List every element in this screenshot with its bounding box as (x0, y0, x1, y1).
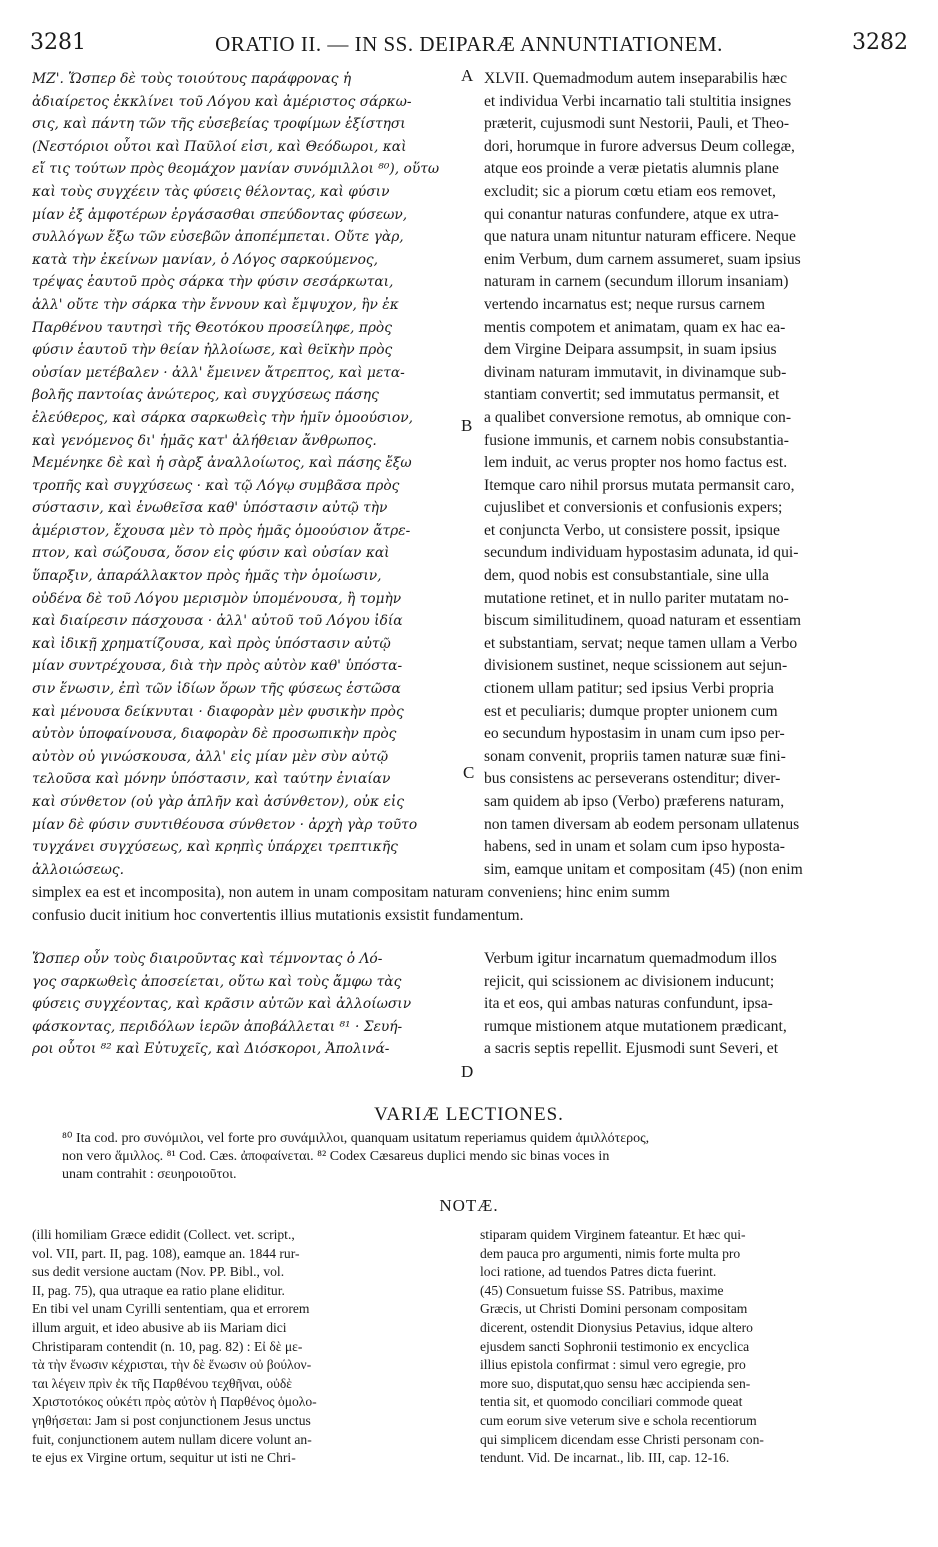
text-line: habens, sed in unam et solam cum ipso hyposta- (484, 838, 785, 856)
text-line: En tibi vel unam Cyrilli sententiam, qua et errorem (32, 1301, 310, 1317)
text-line: τελοῦσα καὶ μόνην ὑπόστασιν, καὶ ταύτην ἐνιαίαν (32, 771, 391, 788)
text-line: bus consistens ac perseverans ostenditur; diver- (484, 770, 781, 788)
text-line: καὶ γενόμενος δι' ἡμᾶς κατ' ἀλήθειαν ἄνθρωπος. (32, 432, 377, 449)
text-line: fusione immunis, et carnem nobis consubstantia- (484, 431, 789, 449)
text-line: sam quidem ab ipso (Verbo) præferens naturam, (484, 793, 785, 810)
text-line: cujuslibet et conversionis et confusionis expers; (484, 499, 783, 517)
text-line: καὶ τοὺς συγχέειν τὰς φύσεις θέλοντας, καὶ φύσιν (32, 183, 390, 200)
text-line: ctionem ullam patitur; sed ipsius Verbi propria (484, 680, 774, 698)
text-line: Μεμένηκε δὲ καὶ ἡ σὰρξ ἀναλλοίωτος, καὶ πάσης ἔξω (32, 455, 412, 472)
greek-column-2 (32, 948, 452, 1061)
text-line: lem induit, ac verus propter nos homo factus est. (484, 454, 788, 472)
text-line: et individua Verbi incarnatio tali stultitia insignes (484, 92, 792, 110)
text-line: et conjuncta Verbo, ut consistere possit, ipsique (484, 521, 780, 539)
text-line: Χριστοτόκος οὐκέτι πρὸς αὐτὸν ἡ Παρθένος ὁμολο- (32, 1394, 317, 1410)
text-line: est et peculiaris; dumque propter unionem cum (484, 702, 778, 720)
text-line: συλλόγων ἔξω τῶν εὐσεβῶν ἀποπέμπεται. Οὔτε γὰρ, (32, 229, 404, 246)
text-line: naturam in carnem (secundum illorum insaniam) (484, 273, 789, 291)
text-line: sonam convenit, propriis tamen naturæ suæ fini- (484, 747, 786, 765)
text-line: XLVII. Quemadmodum autem inseparabilis hæc (484, 70, 788, 87)
text-line: biscum similitudinem, quoad naturam et essentiam (484, 612, 802, 630)
text-line: sus dedit versione auctam (Nov. PP. Bibl., vol. (32, 1264, 285, 1280)
text-line: σις, καὶ πάντη τῶν τῆς εὐσεβείας τροφίμων ἐξίστησι (32, 116, 406, 133)
text-line: te ejus ex Virgine ortum, sequitur ut isti ne Chri- (32, 1450, 296, 1466)
text-line: confusio ducit initium hoc convertentis illius mutationis exsistit fundamentum. (32, 906, 524, 924)
text-line: μίαν δὲ φύσιν συντιθέουσα σύνθετον · ἀρχὴ γὰρ τοῦτο (32, 816, 418, 833)
text-line: φύσεις συγχέοντας, καὶ κρᾶσιν αὐτῶν καὶ ἀλλοίωσιν (32, 996, 412, 1013)
text-line: μίαν συντρέχουσα, διὰ τὴν πρὸς αὐτὸν καθ' ὑπόστα- (32, 658, 403, 675)
text-line: γος σαρκωθεὶς ἀποσείεται, οὕτω καὶ τοὺς ἄμφω τὰς (32, 973, 402, 990)
text-line: ita et eos, qui ambas naturas confundunt, ipsa- (484, 995, 773, 1013)
running-title: ORATIO II. — IN SS. DEIPARÆ ANNUNTIATIONEM. (215, 32, 723, 56)
text-line: ἀλλ' οὔτε τὴν σάρκα τὴν ἔννουν καὶ ἔμψυχον, ἣν ἐκ (32, 296, 399, 313)
notae-title: NOTÆ. (439, 1196, 499, 1215)
margin-letter-d: D (461, 1062, 474, 1081)
text-line: loci ratione, ad tuendos Patres dicta fuerint. (480, 1264, 717, 1280)
text-line: non tamen diversam ab eodem personam ullatenus (484, 815, 800, 833)
text-line: que natura unam nituntur naturam efficere. Neque (484, 228, 796, 246)
text-line: tentia sit, et quomodo conciliari commode queat (480, 1394, 743, 1410)
text-line: rejicit, qui scissionem ac divisionem inducunt; (484, 972, 775, 990)
text-line: mentis compotem et animatam, quam ex hac ea- (484, 318, 786, 336)
text-line: εἴ τις τούτων πρὸς θεομάχον μανίαν συνόμιλλοι ⁸⁰), οὕτω (32, 161, 440, 178)
text-line: τυγχάνει συγχύσεως, καὶ κρηπὶς ὑπάρχει τρεπτικῆς (32, 839, 398, 856)
text-line: II, pag. 75), qua utraque ea ratio plane eliditur. (32, 1282, 285, 1298)
text-line: excludit; sic a piorum cœtu etiam eos removet, (484, 182, 776, 200)
text-line: vol. VII, part. II, pag. 108), eamque an. 1844 rur- (32, 1245, 300, 1261)
text-line: fuit, conjunctionem autem nullam dicere volunt an- (32, 1431, 312, 1447)
text-line: σιν ἕνωσιν, ἐπὶ τῶν ἰδίων ὅρων τῆς φύσεως ἑστῶσα (32, 681, 401, 698)
text-line: unam contrahit : σευηροιοῦτοι. (62, 1167, 237, 1182)
text-line: Christiparam contendit (n. 10, pag. 82) : Εἰ δὲ με- (32, 1338, 303, 1354)
text-line: μίαν ἐξ ἀμφοτέρων ἐργάσασθαι σπεύδοντας φύσεων, (32, 206, 408, 223)
text-line: illius epistola confirmat : simul vero egregie, pro (480, 1357, 746, 1373)
text-line: κατὰ τὴν ἐκείνων μανίαν, ὁ Λόγος σαρκούμενος, (32, 251, 378, 268)
text-line: (illi homiliam Græce edidit (Collect. vet. script., (32, 1227, 295, 1242)
margin-letter-a: A (461, 66, 474, 85)
text-line: καὶ μένουσα δείκνυται · διαφορὰν μὲν φυσικὴν πρὸς (32, 703, 404, 720)
text-line: dicerent, ostendit Dionysius Petavius, idque altero (480, 1319, 753, 1335)
text-line: præterit, cujusmodi sunt Nestorii, Pauli, et Theo- (484, 115, 790, 133)
text-line: dori, horumque in furore adversus Deum collegæ, (484, 137, 795, 155)
text-line: ται λέγειν πρὶν ἐκ τῆς Παρθένου τεχθῆναι, οὐδὲ (32, 1375, 292, 1391)
text-line: mutatione retinet, et in nullo pariter mutatam no- (484, 589, 789, 607)
text-line: secundum individuam hypostasim adunata, id qui- (484, 544, 799, 562)
greek-column (32, 68, 452, 881)
page-number-left: 3281 (30, 30, 86, 55)
text-line: καὶ διαίρεσιν πάσχουσα · ἀλλ' αὐτοῦ τοῦ Λόγου ἰδία (32, 613, 403, 630)
text-line: cum eorum sive veterum sive e schola recentiorum (480, 1412, 757, 1428)
text-line: divisionem sustinet, neque scissionem aut sejun- (484, 657, 788, 675)
margin-letter-b: B (461, 416, 473, 435)
text-line: ΜΖ'. Ὥσπερ δὲ τοὺς τοιούτους παράφρονας ἡ (32, 71, 352, 87)
text-line: τρέψας ἑαυτοῦ πρὸς σάρκα τὴν φύσιν σεσάρκωται, (32, 274, 394, 291)
text-line: simplex ea est et incomposita), non autem in unam compositam naturam conveniens; hinc enim summ (32, 884, 670, 901)
text-line: dem pauca pro argumenti, nimis forte multa pro (480, 1245, 741, 1261)
text-line: non vero ἅμιλλος. ⁸¹ Cod. Cæs. ἀποφαίνεται. ⁸² Codex Cæsareus duplici mendo sic binas voces in (62, 1149, 610, 1164)
text-line: atque eos proinde a veræ pietatis alumnis plane (484, 160, 779, 178)
text-line: enim Verbum, dum carnem assumeret, suam ipsius (484, 250, 801, 268)
page-header (30, 30, 908, 64)
text-line: more suo, disputat,quo sensu hæc accipienda sen- (480, 1375, 751, 1391)
text-line: ἐλεύθερος, καὶ σάρκα σαρκωθεὶς τὴν ἡμῖν ὁμοούσιον, (32, 409, 413, 426)
page-number-right: 3282 (852, 30, 908, 55)
text-line: ἀλλοιώσεως. (32, 861, 124, 878)
full-width-text (32, 882, 912, 927)
text-line: Παρθένου ταυτησὶ τῆς Θεοτόκου προσείληφε, πρὸς (32, 319, 392, 336)
text-line: ἀμέριστον, ἔχουσα μὲν τὸ πρὸς ἡμᾶς ὁμοούσιον ἄτρε- (32, 522, 411, 539)
text-line: qui conantur naturas confundere, atque ex utra- (484, 205, 779, 223)
notae-left-column (32, 1226, 462, 1468)
text-line: φύσιν ἑαυτοῦ τὴν θείαν ἠλλοίωσε, καὶ θεϊκὴν πρὸς (32, 342, 393, 359)
variae-lectiones (62, 1130, 922, 1184)
text-line: eo secundum hypostasim in unam cum ipso per- (484, 725, 785, 743)
text-line: αὐτὸν οὐ γινώσκουσα, ἀλλ' εἰς μίαν μὲν σὺν αὐτῷ (32, 748, 389, 765)
text-line: illum arguit, et ideo abusive ab iis Mariam dici (32, 1319, 287, 1335)
text-line: ejusdem sancti Sophronii testimonio ex encyclica (480, 1338, 750, 1354)
text-line: πτον, καὶ σώζουσα, ὅσον εἰς φύσιν καὶ οὐσίαν καὶ (32, 545, 390, 562)
text-line: βολῆς παντοίας ἀνώτερος, καὶ συγχύσεως πάσης (32, 387, 379, 404)
text-line: γηθήσεται: Jam si post conjunctionem Jesus unctus (32, 1412, 311, 1428)
text-line: οὐδένα δὲ τοῦ Λόγου μερισμὸν ὑπομένουσα, ἢ τομὴν (32, 590, 402, 607)
text-line: rumque mistionem atque mutationem prædicant, (484, 1017, 787, 1035)
text-line: et substantiam, servat; neque tamen ullam a Verbo (484, 634, 798, 652)
text-line: tendunt. Vid. De incarnat., lib. III, cap. 12-16. (480, 1450, 730, 1466)
text-line: vertendo incarnatus est; neque rursus carnem (484, 295, 766, 313)
text-line: a qualibet conversione remotus, ab omnique con- (484, 408, 792, 426)
text-line: (Νεστόριοι οὗτοι καὶ Παῦλοί εἰσι, καὶ Θεόδωροι, καὶ (32, 138, 407, 155)
text-line: φάσκοντας, περιδόλων ἱερῶν ἀποβάλλεται ⁸¹ · Σευή- (32, 1018, 403, 1035)
latin-column-2 (484, 948, 909, 1061)
text-line: ὕπαρξιν, ἀπαράλλακτον πρὸς ἡμᾶς τὴν ὁμοίωσιν, (32, 568, 382, 585)
text-line: dem Virgine Deipara assumpsit, in suam ipsius (484, 341, 777, 359)
text-line: σύστασιν, καὶ ἑνωθεῖσα καθ' ὑπόστασιν αὐτῷ τὴν (32, 500, 388, 517)
text-line: ⁸⁰ Ita cod. pro συνόμιλοι, vel forte pro συνάμιλλοι, quanquam usitatum reperiamus quidem ἁμιλλότερος, (62, 1131, 650, 1146)
text-line: Verbum igitur incarnatum quemadmodum illos (484, 950, 777, 967)
margin-letter-c: C (463, 763, 475, 782)
text-line: divinam naturam immutavit, in divinamque sub- (484, 363, 787, 381)
text-line: ροι οὗτοι ⁸² καὶ Εὐτυχεῖς, καὶ Διόσκοροι, Ἀπολινά- (32, 1041, 390, 1058)
text-line: αὐτὸν ὑποφαίνουσα, διαφορὰν δὲ προσωπικὴν πρὸς (32, 726, 397, 743)
text-line: sim, eamque unitam et compositam (45) (non enim (484, 860, 803, 878)
text-line: ἀδιαίρετος ἐκκλίνει τοῦ Λόγου καὶ ἀμέριστος σάρκω- (32, 93, 412, 110)
latin-column (484, 68, 909, 881)
text-line: dem, quod nobis est consubstantiale, sine ulla (484, 567, 769, 585)
text-line: Itemque caro nihil prorsus mutata permansit caro, (484, 476, 795, 494)
notae-right-column (480, 1226, 910, 1468)
text-line: Græcis, ut Christi Domini personam compositam (480, 1301, 748, 1317)
text-line: καὶ ἰδικῇ χρηματίζουσα, καὶ πρὸς ὑπόστασιν αὐτῷ (32, 635, 391, 652)
text-line: qui simplicem dicendam esse Christi personam con- (480, 1431, 764, 1447)
variae-lectiones-title: VARIÆ LECTIONES. (374, 1104, 564, 1125)
text-line: stantiam convertit; sed immutatus permansit, et (484, 386, 780, 404)
text-line: τὰ τὴν ἕνωσιν κέχρισται, τὴν δὲ ἕνωσιν οὐ βούλον- (32, 1357, 312, 1373)
text-line: stiparam quidem Virginem fateantur. Et hæc qui- (480, 1227, 746, 1242)
text-line: Ὥσπερ οὖν τοὺς διαιροῦντας καὶ τέμνοντας ὁ Λό- (32, 951, 383, 967)
text-line: οὐσίαν μετέβαλεν · ἀλλ' ἔμεινεν ἄτρεπτος, καὶ μετα- (32, 364, 405, 381)
text-line: a sacris septis repellit. Ejusmodi sunt Severi, et (484, 1040, 779, 1058)
text-line: τροπῆς καὶ συγχύσεως · καὶ τῷ Λόγῳ συμβᾶσα πρὸς (32, 477, 400, 494)
text-line: (45) Consuetum fuisse SS. Patribus, maxime (480, 1282, 724, 1298)
text-line: καὶ σύνθετον (οὐ γὰρ ἁπλῆν καὶ ἀσύνθετον), οὐκ εἰς (32, 794, 404, 810)
